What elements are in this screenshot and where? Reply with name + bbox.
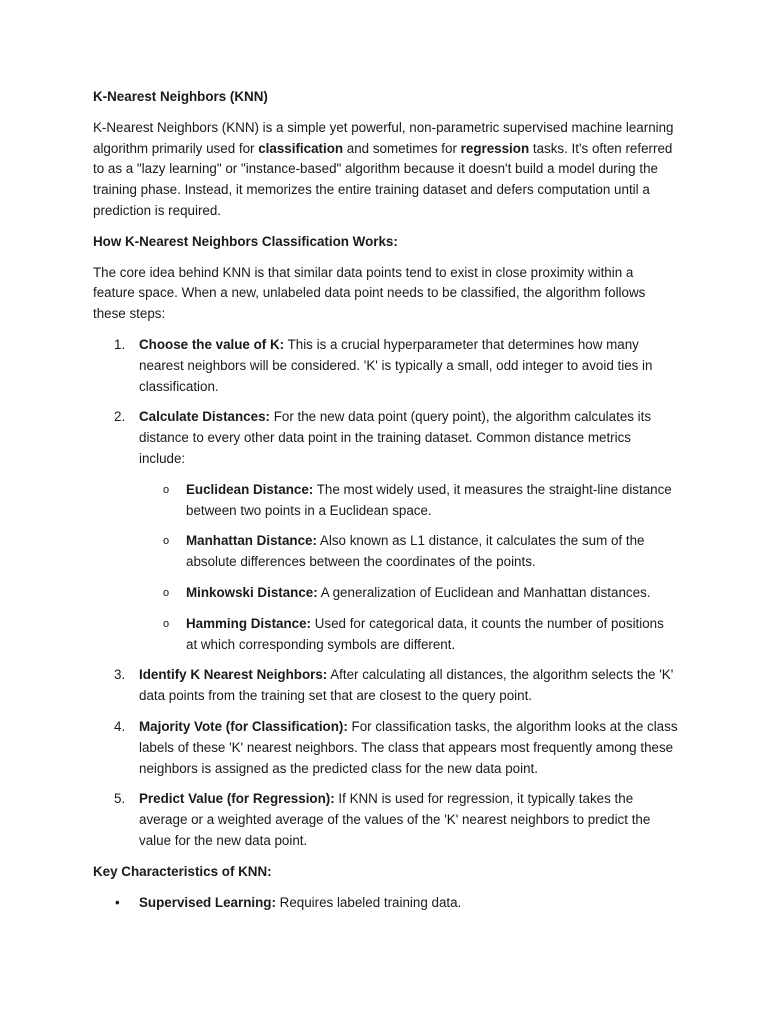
step-number: 4. bbox=[114, 718, 126, 734]
step-text: This is a crucial hyperparameter that determines how many nearest neighbors will be considered. 'K' is typically a small, odd integer to avoid ties in classification. bbox=[139, 336, 653, 394]
bullet-icon: • bbox=[115, 894, 120, 910]
metric-label: Manhattan Distance: bbox=[186, 533, 317, 549]
characteristics-heading: Key Characteristics of KNN: bbox=[93, 863, 272, 879]
metric-text: The most widely used, it measures the straight-line distance between two points in a Euclidean space. bbox=[186, 481, 672, 518]
metric-text: Used for categorical data, it counts the number of positions at which corresponding symbols are different. bbox=[186, 615, 664, 652]
step-label: Calculate Distances: bbox=[139, 409, 270, 425]
distance-metrics-list bbox=[139, 480, 678, 656]
how-heading: How K-Nearest Neighbors Classification Works: bbox=[93, 233, 398, 249]
metric-text: Also known as L1 distance, it calculates the sum of the absolute differences between the coordinates of the points. bbox=[186, 533, 645, 570]
step-text: For classification tasks, the algorithm looks at the class labels of these 'K' nearest neighbors. The class that appears most frequently among these neighbors is assigned as the predicted class for the new data point. bbox=[139, 718, 678, 776]
step-number: 5. bbox=[114, 791, 126, 807]
step-item bbox=[93, 717, 678, 779]
step-text: If KNN is used for regression, it typically takes the average or a weighted average of the values of the 'K' nearest neighbors to predict the value for the new data point. bbox=[139, 791, 651, 848]
characteristic-label: Supervised Learning: bbox=[139, 894, 276, 910]
intro-text-1: K-Nearest Neighbors (KNN) is a simple yet powerful, non-parametric supervised machine learning algorithm primarily used for bbox=[93, 119, 674, 156]
metric-item bbox=[139, 531, 678, 573]
metric-label: Hamming Distance: bbox=[186, 615, 312, 631]
intro-text-3: tasks. It's often referred to as a "lazy learning" or "instance-based" algorithm because it doesn't build a model during the training phase. Instead, it memorizes the entire training dataset and defers computation until a prediction is required. bbox=[93, 140, 673, 218]
step-text: After calculating all distances, the algorithm selects the 'K' data points from the training set that are closest to the query point. bbox=[139, 667, 674, 704]
step-item bbox=[93, 665, 678, 707]
characteristic-text: Requires labeled training data. bbox=[275, 894, 462, 910]
step-item bbox=[93, 789, 678, 851]
metric-text: A generalization of Euclidean and Manhattan distances. bbox=[317, 584, 651, 600]
steps-list bbox=[93, 335, 678, 852]
intro-text-2: and sometimes for bbox=[343, 140, 461, 156]
how-paragraph: The core idea behind KNN is that similar data points tend to exist in close proximity within a feature space. When a new, unlabeled data point needs to be classified, the algorithm follows these steps: bbox=[93, 264, 646, 322]
step-item bbox=[93, 407, 678, 655]
circle-bullet-icon: o bbox=[163, 617, 170, 630]
characteristics-list bbox=[93, 893, 678, 914]
step-number: 1. bbox=[114, 336, 126, 352]
step-number: 2. bbox=[114, 409, 126, 425]
intro-bold-classification: classification bbox=[258, 140, 344, 156]
step-number: 3. bbox=[114, 667, 126, 683]
intro-paragraph bbox=[93, 118, 678, 222]
characteristic-item bbox=[93, 893, 678, 914]
metric-item bbox=[139, 583, 678, 604]
intro-bold-regression: regression bbox=[460, 140, 530, 156]
step-label: Predict Value (for Regression): bbox=[139, 791, 335, 807]
step-text: For the new data point (query point), the algorithm calculates its distance to every other data point in the training dataset. Common distance metrics include: bbox=[139, 409, 652, 466]
circle-bullet-icon: o bbox=[163, 483, 170, 496]
step-label: Choose the value of K: bbox=[139, 336, 285, 352]
metric-label: Euclidean Distance: bbox=[186, 481, 314, 497]
document-title: K-Nearest Neighbors (KNN) bbox=[93, 89, 268, 104]
step-label: Identify K Nearest Neighbors: bbox=[139, 667, 328, 683]
circle-bullet-icon: o bbox=[163, 535, 170, 548]
metric-label: Minkowski Distance: bbox=[186, 584, 318, 600]
step-label: Majority Vote (for Classification): bbox=[139, 718, 348, 734]
metric-item bbox=[139, 480, 678, 522]
metric-item bbox=[139, 614, 678, 656]
step-item bbox=[93, 335, 678, 397]
circle-bullet-icon: o bbox=[163, 586, 170, 599]
